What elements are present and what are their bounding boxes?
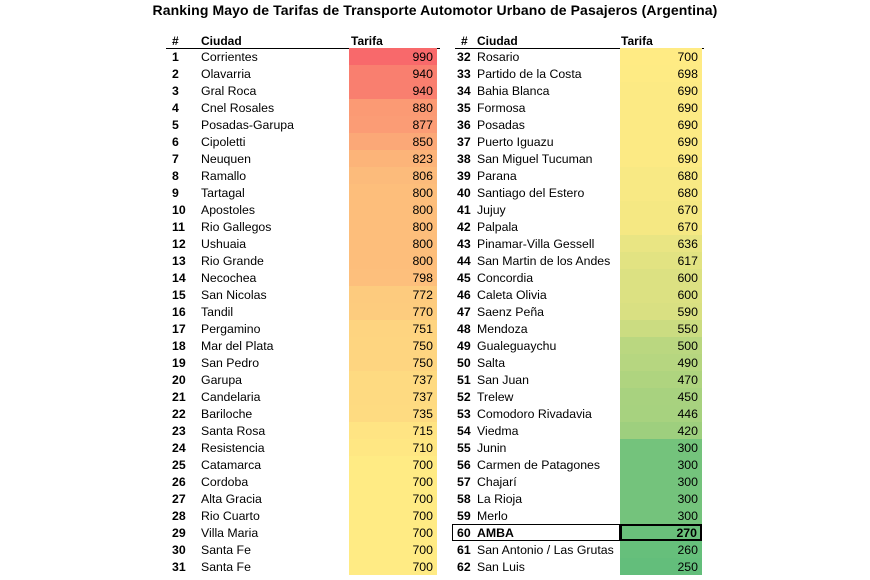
rank-cell: 53 [457, 407, 471, 421]
city-cell: Partido de la Costa [477, 67, 582, 81]
rank-cell: 25 [172, 458, 186, 472]
fare-cell: 446 [620, 405, 702, 422]
rank-cell: 35 [457, 101, 471, 115]
fare-cell: 735 [349, 405, 437, 422]
fare-cell: 850 [349, 133, 437, 150]
city-cell: Santiago del Estero [477, 186, 585, 200]
city-cell: Gral Roca [201, 84, 257, 98]
fare-cell: 940 [349, 82, 437, 99]
city-cell: Pinamar-Villa Gessell [477, 237, 595, 251]
fare-cell: 617 [620, 252, 702, 269]
fare-cell: 751 [349, 320, 437, 337]
rank-cell: 5 [172, 118, 179, 132]
city-cell: Puerto Iguazu [477, 135, 554, 149]
fare-cell: 690 [620, 150, 702, 167]
city-cell: Olavarria [201, 67, 251, 81]
rank-cell: 39 [457, 169, 471, 183]
city-cell: Caleta Olivia [477, 288, 547, 302]
city-cell: Tartagal [201, 186, 245, 200]
fare-cell: 300 [620, 439, 702, 456]
rank-cell: 34 [457, 84, 471, 98]
fare-cell: 700 [349, 507, 437, 524]
fare-cell: 772 [349, 286, 437, 303]
city-cell: Neuquen [201, 152, 251, 166]
rank-cell: 40 [457, 186, 471, 200]
city-cell: Salta [477, 356, 506, 370]
rank-cell: 38 [457, 152, 471, 166]
rank-cell: 3 [172, 84, 179, 98]
header-city: Ciudad [477, 34, 518, 48]
rank-cell: 44 [457, 254, 471, 268]
rank-cell: 16 [172, 305, 186, 319]
rank-cell: 10 [172, 203, 186, 217]
rank-cell: 61 [457, 543, 471, 557]
rank-cell: 32 [457, 50, 471, 64]
fare-cell: 700 [349, 456, 437, 473]
fare-cell: 300 [620, 507, 702, 524]
city-cell: Santa Fe [201, 543, 251, 557]
rank-cell: 31 [172, 560, 186, 574]
rank-cell: 13 [172, 254, 186, 268]
rank-cell: 22 [172, 407, 186, 421]
city-cell: Candelaria [201, 390, 261, 404]
city-cell: Palpala [477, 220, 519, 234]
fare-cell: 737 [349, 371, 437, 388]
fare-cell: 670 [620, 201, 702, 218]
rank-cell: 55 [457, 441, 471, 455]
rank-cell: 59 [457, 509, 471, 523]
rank-cell: 9 [172, 186, 179, 200]
rank-cell: 8 [172, 169, 179, 183]
city-cell: San Juan [477, 373, 529, 387]
header-fare: Tarifa [621, 34, 653, 48]
fare-cell: 800 [349, 184, 437, 201]
fare-cell: 698 [620, 65, 702, 82]
rank-cell: 45 [457, 271, 471, 285]
rank-cell: 30 [172, 543, 186, 557]
rank-cell: 15 [172, 288, 186, 302]
fare-cell: 690 [620, 99, 702, 116]
fare-cell: 877 [349, 116, 437, 133]
rank-cell: 12 [172, 237, 186, 251]
rank-cell: 27 [172, 492, 186, 506]
fare-cell: 636 [620, 235, 702, 252]
city-cell: Posadas-Garupa [201, 118, 294, 132]
header-rank: # [461, 34, 468, 48]
fare-cell: 700 [349, 473, 437, 490]
fare-cell: 550 [620, 320, 702, 337]
rank-cell: 29 [172, 526, 186, 540]
fare-cell: 420 [620, 422, 702, 439]
fare-cell: 700 [349, 558, 437, 575]
fare-cell: 690 [620, 116, 702, 133]
city-cell: AMBA [477, 526, 514, 540]
fare-cell: 690 [620, 82, 702, 99]
city-cell: Apostoles [201, 203, 256, 217]
rank-cell: 23 [172, 424, 186, 438]
fare-cell: 940 [349, 65, 437, 82]
city-cell: Rio Grande [201, 254, 264, 268]
rank-cell: 50 [457, 356, 471, 370]
rank-cell: 11 [172, 220, 185, 234]
fare-cell: 990 [349, 48, 437, 65]
city-cell: Bahia Blanca [477, 84, 550, 98]
fare-cell: 800 [349, 252, 437, 269]
rank-cell: 36 [457, 118, 471, 132]
rank-cell: 57 [457, 475, 471, 489]
city-cell: Resistencia [201, 441, 265, 455]
city-cell: Chajarí [477, 475, 517, 489]
city-cell: Catamarca [201, 458, 262, 472]
fare-cell: 770 [349, 303, 437, 320]
rank-cell: 49 [457, 339, 471, 353]
fare-cell: 300 [620, 473, 702, 490]
header-rank: # [172, 34, 179, 48]
fare-cell: 500 [620, 337, 702, 354]
fare-cell: 260 [620, 541, 702, 558]
city-cell: Rio Cuarto [201, 509, 260, 523]
city-cell: Ushuaia [201, 237, 247, 251]
fare-cell: 680 [620, 184, 702, 201]
fare-cell: 600 [620, 269, 702, 286]
fare-cell: 270 [620, 524, 702, 541]
rank-cell: 46 [457, 288, 471, 302]
city-cell: San Luis [477, 560, 525, 574]
city-cell: Rio Gallegos [201, 220, 272, 234]
fare-cell: 670 [620, 218, 702, 235]
city-cell: Saenz Peña [477, 305, 545, 319]
fare-cell: 300 [620, 456, 702, 473]
rank-cell: 24 [172, 441, 186, 455]
city-cell: Ramallo [201, 169, 247, 183]
city-cell: Parana [477, 169, 517, 183]
fare-cell: 750 [349, 354, 437, 371]
city-cell: Jujuy [477, 203, 506, 217]
rank-cell: 28 [172, 509, 186, 523]
city-cell: Posadas [477, 118, 525, 132]
chart-title: Ranking Mayo de Tarifas de Transporte Automotor Urbano de Pasajeros (Argentina) [152, 2, 718, 18]
fare-cell: 690 [620, 133, 702, 150]
fare-cell: 880 [349, 99, 437, 116]
rank-cell: 20 [172, 373, 186, 387]
city-cell: Comodoro Rivadavia [477, 407, 592, 421]
rank-cell: 48 [457, 322, 471, 336]
rank-cell: 21 [172, 390, 186, 404]
city-cell: Cipoletti [201, 135, 246, 149]
city-cell: Rosario [477, 50, 520, 64]
city-cell: Trelew [477, 390, 514, 404]
city-cell: San Martin de los Andes [477, 254, 611, 268]
rank-cell: 37 [457, 135, 471, 149]
city-cell: Garupa [201, 373, 243, 387]
header-city: Ciudad [201, 34, 242, 48]
rank-cell: 4 [172, 101, 179, 115]
city-cell: Santa Rosa [201, 424, 266, 438]
rank-cell: 51 [457, 373, 471, 387]
rank-cell: 52 [457, 390, 471, 404]
city-cell: Gualeguaychu [477, 339, 557, 353]
fare-cell: 800 [349, 201, 437, 218]
fare-cell: 737 [349, 388, 437, 405]
fare-cell: 450 [620, 388, 702, 405]
city-cell: Mar del Plata [201, 339, 274, 353]
fare-cell: 750 [349, 337, 437, 354]
rank-cell: 14 [172, 271, 186, 285]
rank-cell: 33 [457, 67, 471, 81]
city-cell: Viedma [477, 424, 519, 438]
rank-cell: 26 [172, 475, 186, 489]
fare-cell: 700 [620, 48, 702, 65]
city-cell: Merlo [477, 509, 508, 523]
city-cell: San Miguel Tucuman [477, 152, 593, 166]
rank-cell: 47 [457, 305, 471, 319]
rank-cell: 62 [457, 560, 471, 574]
city-cell: Alta Gracia [201, 492, 262, 506]
city-cell: Cordoba [201, 475, 249, 489]
city-cell: San Antonio / Las Grutas [477, 543, 614, 557]
fare-cell: 823 [349, 150, 437, 167]
fare-cell: 490 [620, 354, 702, 371]
city-cell: Cnel Rosales [201, 101, 275, 115]
city-cell: Concordia [477, 271, 534, 285]
city-cell: Carmen de Patagones [477, 458, 601, 472]
rank-cell: 41 [457, 203, 471, 217]
city-cell: Formosa [477, 101, 526, 115]
rank-cell: 42 [457, 220, 471, 234]
city-cell: Corrientes [201, 50, 258, 64]
rank-cell: 54 [457, 424, 471, 438]
fare-cell: 680 [620, 167, 702, 184]
fare-cell: 300 [620, 490, 702, 507]
rank-cell: 6 [172, 135, 179, 149]
city-cell: Tandil [201, 305, 234, 319]
city-cell: Necochea [201, 271, 257, 285]
fare-cell: 715 [349, 422, 437, 439]
fare-cell: 470 [620, 371, 702, 388]
fare-cell: 700 [349, 524, 437, 541]
city-cell: Junin [477, 441, 507, 455]
city-cell: La Rioja [477, 492, 523, 506]
fare-cell: 250 [620, 558, 702, 575]
rank-cell: 58 [457, 492, 471, 506]
fare-cell: 700 [349, 490, 437, 507]
city-cell: Villa Maria [201, 526, 259, 540]
fare-cell: 800 [349, 235, 437, 252]
rank-cell: 19 [172, 356, 186, 370]
rank-cell: 1 [172, 50, 179, 64]
city-cell: Mendoza [477, 322, 528, 336]
header-fare: Tarifa [351, 34, 383, 48]
city-cell: Bariloche [201, 407, 253, 421]
rank-cell: 7 [172, 152, 179, 166]
city-cell: Santa Fe [201, 560, 251, 574]
fare-cell: 700 [349, 541, 437, 558]
fare-cell: 806 [349, 167, 437, 184]
rank-cell: 2 [172, 67, 179, 81]
rank-cell: 60 [457, 526, 471, 540]
rank-cell: 18 [172, 339, 186, 353]
rank-cell: 43 [457, 237, 471, 251]
city-cell: San Pedro [201, 356, 260, 370]
fare-cell: 800 [349, 218, 437, 235]
city-cell: San Nicolas [201, 288, 267, 302]
rank-cell: 56 [457, 458, 471, 472]
city-cell: Pergamino [201, 322, 261, 336]
fare-cell: 590 [620, 303, 702, 320]
fare-cell: 710 [349, 439, 437, 456]
fare-cell: 600 [620, 286, 702, 303]
rank-cell: 17 [172, 322, 186, 336]
fare-cell: 798 [349, 269, 437, 286]
